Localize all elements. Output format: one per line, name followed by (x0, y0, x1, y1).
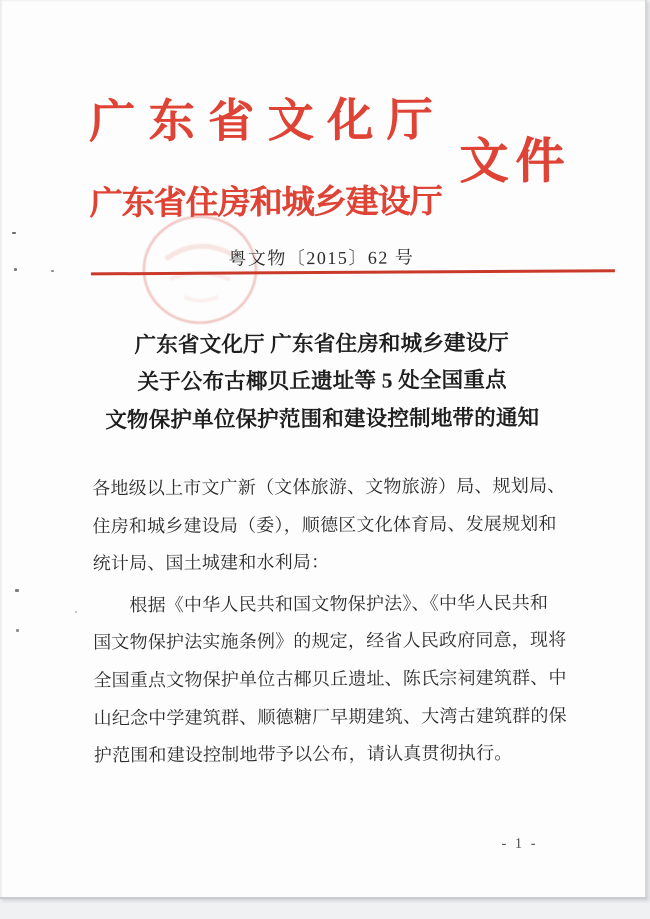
body-line: 护范围和建设控制地带予以公布，请认真贯彻执行。 (93, 743, 513, 766)
body-line: 全国重点文物保护单位古椰贝丘遗址、陈氏宗祠建筑群、中 (93, 667, 567, 691)
body-line: 统计局、国土城建和水利局： (92, 552, 330, 574)
scan-speck (12, 232, 16, 234)
page-number: - 1 - (501, 835, 539, 852)
scan-speck (51, 270, 54, 272)
body-line: 国文物保护法实施条例》的规定，经省人民政府同意，现将 (93, 629, 567, 653)
issuing-org-secondary: 广东省住房和城乡建设厅 (89, 184, 442, 223)
scan-speck (15, 589, 19, 592)
document-body (92, 467, 574, 775)
issuing-org-primary: 广 东 省 文 化 厅 (88, 94, 434, 148)
body-line: 住房和城乡建设局（委），顺德区文化体育局、发展规划和 (92, 513, 557, 537)
scan-speck (16, 629, 19, 632)
file-word-label: 文件 (459, 133, 572, 190)
title-line-2: 关于公布古椰贝丘遗址等 5 处全国重点 (137, 368, 507, 395)
scan-speck (75, 611, 77, 613)
body-line: 各地级以上市文广新（文体旅游、文物旅游）局、规划局、 (92, 475, 566, 499)
document-title (0, 324, 645, 440)
body-line: 山纪念中学建筑群、顺德糖厂早期建筑、大湾古建筑群的保 (93, 705, 567, 728)
reference-number: 粤文物〔2015〕62 号 (228, 247, 415, 269)
title-line-1: 广东省文化厅 广东省住房和城乡建设厅 (134, 330, 510, 358)
scan-speck (14, 268, 17, 271)
title-line-3: 文物保护单位保护范围和建设控制地带的通知 (105, 405, 540, 433)
body-line: 根据《中华人民共和国文物保护法》、《中华人民共和 (92, 592, 549, 616)
